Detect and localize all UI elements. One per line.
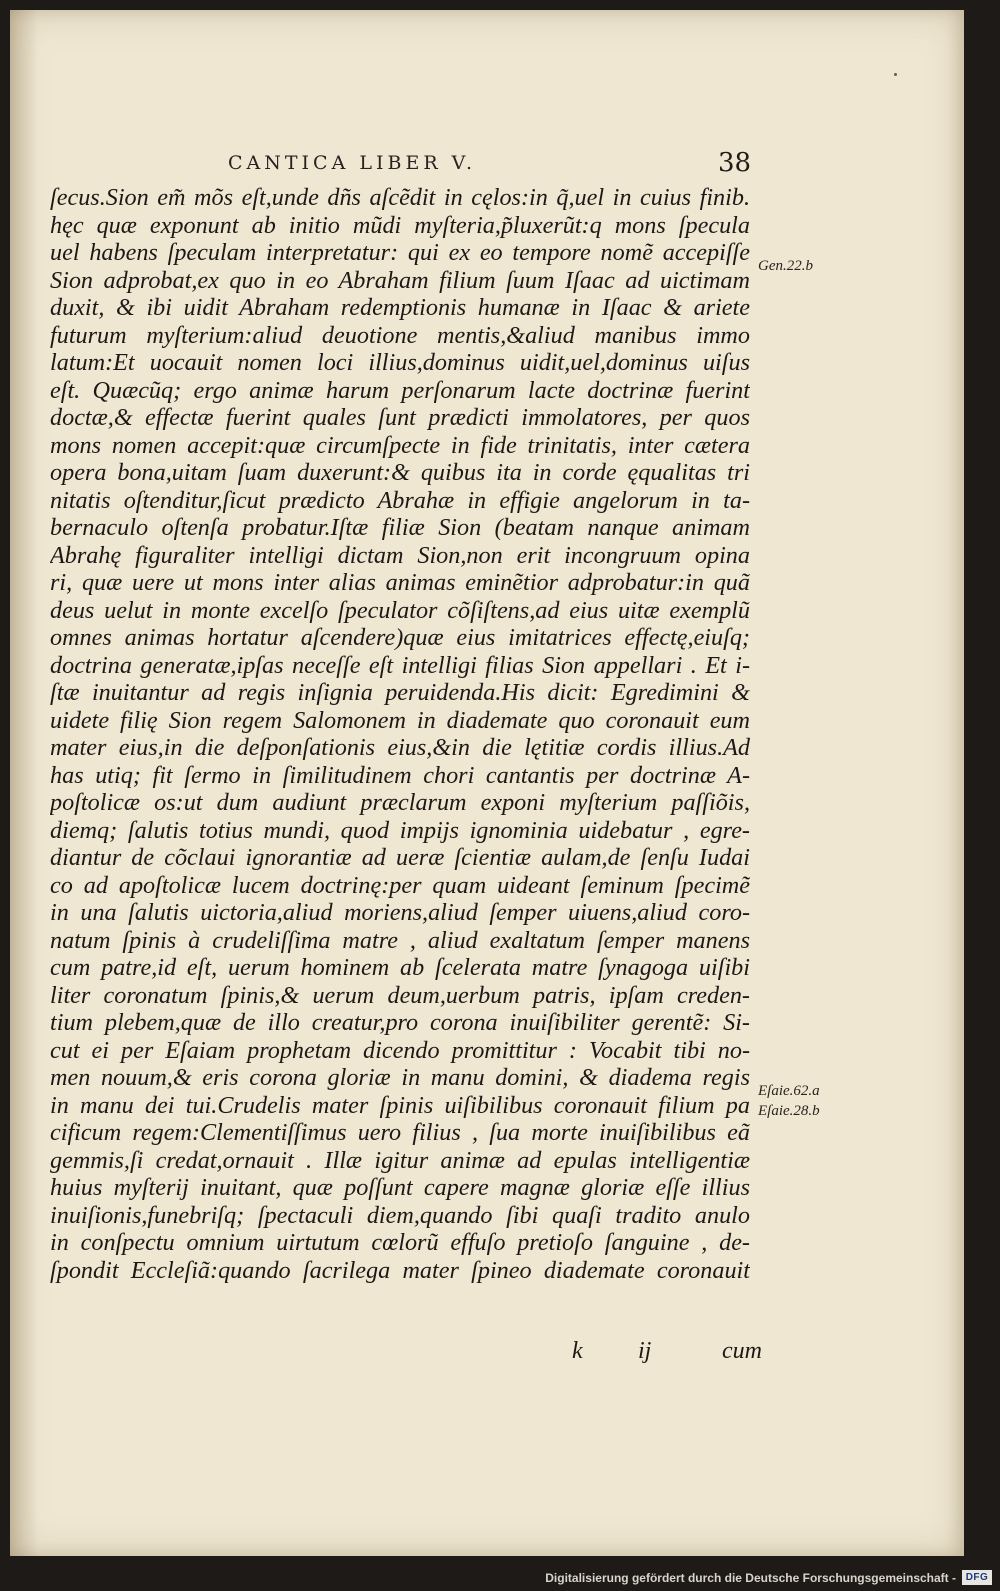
text-line: ri, quæ uere ut mons inter alias animas eminẽtior adprobatur:in quã xyxy=(50,569,750,596)
paper-speck xyxy=(894,73,897,76)
text-line: men nouum,& eris corona gloriæ in manu domini, & diadema regis xyxy=(50,1064,750,1091)
margin-note-isaiah-62: Eſaie.62.a xyxy=(758,1083,820,1099)
text-line: ſpondit Eccleſiã:quando ſacrilega mater ſpineo diademate coronauit xyxy=(50,1256,750,1284)
text-line: in una ſalutis uictoria,aliud moriens,aliud ſemper uiuens,aliud coro- xyxy=(50,899,750,926)
text-line: liter coronatum ſpinis,& uerum deum,uerbum patris, ipſam creden- xyxy=(50,981,750,1009)
text-line: has utiq; fit ſermo in ſimilitudinem chori cantantis per doctrinæ A- xyxy=(50,761,750,789)
text-line: ſtæ inuitantur ad regis inſignia peruidenda.His dicit: Egredimini & xyxy=(50,679,750,706)
text-line: duxit, & ibi uidit Abraham redemptionis humanæ in Iſaac & ariete xyxy=(50,294,750,321)
text-line: poſtolicæ os:ut dum audiunt præclarum exponi myſterium paſſiõis, xyxy=(50,789,750,816)
text-line: huius myſterij inuitant, quæ poſſunt capere magnæ gloriæ eſſe illius xyxy=(50,1174,750,1201)
catchword: cum xyxy=(722,1338,762,1364)
text-line: natum ſpinis à crudeliſſima matre , aliud exaltatum ſemper manens xyxy=(50,926,750,954)
text-line: gemmis,ſi credat,ornauit . Illæ igitur animæ ad epulas intelligentiæ xyxy=(50,1146,750,1174)
text-line: in conſpectu omnium uirtutum cœlorũ effuſo pretioſo ſanguine , de- xyxy=(50,1229,750,1256)
text-line: uel habens ſpeculam interpretatur: qui ex eo tempore nomẽ accepiſſe xyxy=(50,239,750,266)
text-line: bernaculo oſtenſa probatur.Iſtæ filiæ Sion (beatam nanque animam xyxy=(50,514,750,541)
margin-note-genesis: Gen.22.b xyxy=(758,258,813,274)
text-line: eſt. Quæcũq; ergo animæ harum perſonarum lacte doctrinæ fuerint xyxy=(50,376,750,404)
text-line: cificum regem:Clementiſſimus uero filius , ſua morte inuiſibilibus eã xyxy=(50,1119,750,1146)
funding-credit: Digitalisierung gefördert durch die Deutsche Forschungsgemeinschaft - xyxy=(545,1571,956,1585)
text-line: doctæ,& effectæ fuerint quales ſunt prædicti immolatores, per quos xyxy=(50,404,750,431)
gathering-signature: k xyxy=(572,1338,583,1364)
gathering-number: ij xyxy=(638,1338,652,1364)
text-line: diantur de cõclaui ignorantiæ ad ueræ ſcientiæ aulam,de ſenſu Iudai xyxy=(50,844,750,871)
margin-note-isaiah-28: Eſaie.28.b xyxy=(758,1103,820,1119)
text-line: mater eius,in die deſponſationis eius,&in die lętitiæ cordis illius.Ad xyxy=(50,734,750,761)
text-line: Sion adprobat,ex quo in eo Abraham filium ſuum Iſaac ad uictimam xyxy=(50,266,750,294)
text-line: cut ei per Eſaiam prophetam dicendo promittitur : Vocabit tibi no- xyxy=(50,1036,750,1064)
text-line: in manu dei tui.Crudelis mater ſpinis uiſibilibus coronauit filium pa xyxy=(50,1091,750,1119)
text-line: opera bona,uitam ſuam duxerunt:& quibus ita in corde ęqualitas tri xyxy=(50,459,750,486)
text-line: diemq; ſalutis totius mundi, quod impijs ignominia uidebatur , egre- xyxy=(50,816,750,844)
text-line: cum patre,id eſt, uerum hominem ab ſcelerata matre ſynagoga uiſibi xyxy=(50,954,750,981)
text-line: doctrina generatæ,ipſas neceſſe eſt intelligi filias Sion appellari . Et i- xyxy=(50,651,750,679)
text-line: deus uelut in monte excelſo ſpeculator cõſiſtens,ad eius uitæ exemplũ xyxy=(50,596,750,624)
text-line: futurum myſterium:aliud deuotione mentis,&aliud manibus immo xyxy=(50,321,750,349)
footer-bar xyxy=(0,1568,1000,1591)
text-line: nitatis oſtenditur,ſicut prædicto Abrahæ in effigie angelorum in ta- xyxy=(50,486,750,514)
text-line: hęc quæ exponunt ab initio mũdi myſteria,p̃luxerũt:q mons ſpecula xyxy=(50,211,750,239)
text-line: tium plebem,quæ de illo creatur,pro corona inuiſibiliter gerentẽ: Si- xyxy=(50,1009,750,1036)
text-line: ſecus.Sion em̃ mõs eſt,unde dñs aſcẽdit in cęlos:in q̃,uel in cuius finib. xyxy=(50,184,750,211)
running-head: CANTICA LIBER V. xyxy=(228,152,477,174)
text-line: Abrahę figuraliter intelligi dictam Sion,non erit incongruum opina xyxy=(50,541,750,569)
text-line: uidete filię Sion regem Salomonem in diademate quo coronauit eum xyxy=(50,706,750,734)
text-line: mons nomen accepit:quæ circumſpecte in fide trinitatis, inter cætera xyxy=(50,431,750,459)
text-line: omnes animas hortatur aſcendere)quæ eius imitatrices effectę,eiuſq; xyxy=(50,624,750,651)
text-line: inuiſionis,funebriſq; ſpectaculi diem,quando ſibi quaſi tradito anulo xyxy=(50,1201,750,1229)
page-number: 38 xyxy=(718,148,752,178)
dfg-logo: DFG xyxy=(962,1570,992,1585)
text-line: co ad apoſtolicæ lucem doctrinę:per quam uideant ſeminum ſpecimẽ xyxy=(50,871,750,899)
body-text xyxy=(50,184,750,1284)
text-line: latum:Et uocauit nomen loci illius,dominus uidit,uel,dominus uiſus xyxy=(50,349,750,376)
